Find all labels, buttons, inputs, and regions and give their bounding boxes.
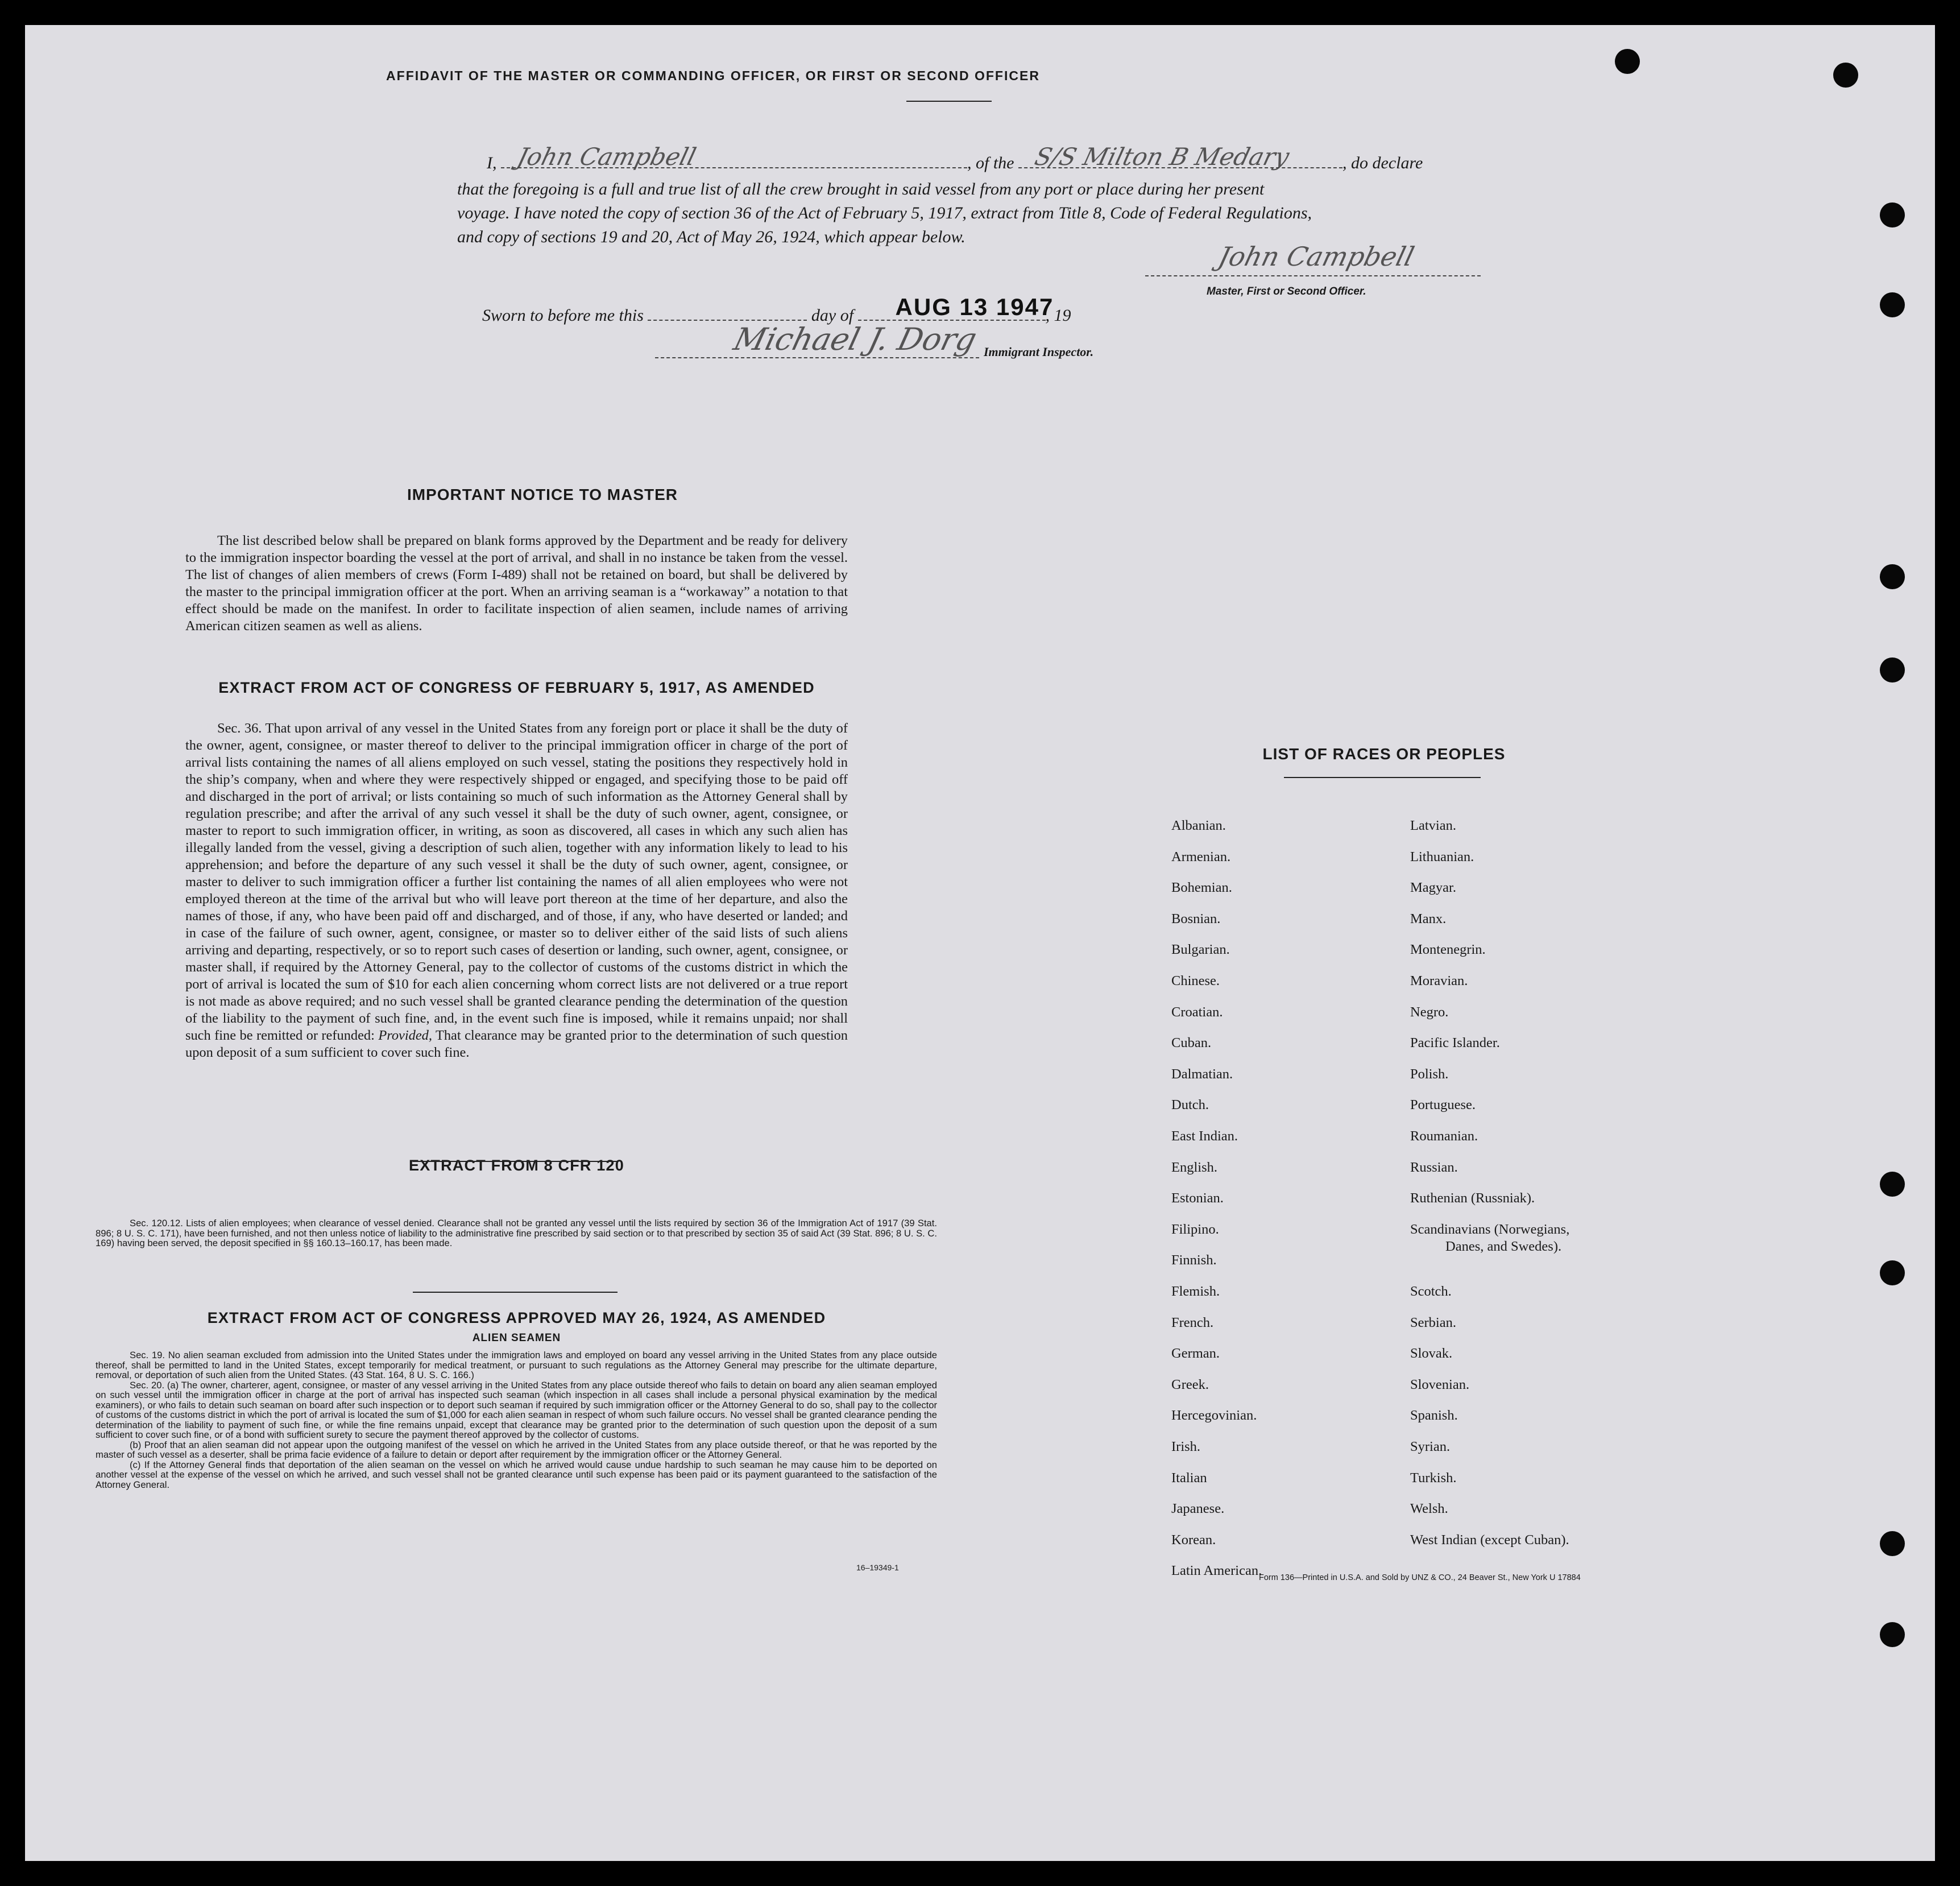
race-item: East Indian.: [1171, 1128, 1238, 1144]
year-label: , 19: [1045, 306, 1071, 325]
section-20b-text: (b) Proof that an alien seaman did not appear upon the outgoing manifest of the vessel on which he arrived in the United States from any place outside thereof, or that he was reported by the master of such vessel as a deserter, shall be prima facie evidence of a failure to detain or deport after requirement by the immigration officer or the Attorney General.: [96, 1439, 937, 1460]
date-stamp: AUG 13 1947: [895, 293, 1054, 320]
affidavit-title: AFFIDAVIT OF THE MASTER OR COMMANDING OFFICER, OR FIRST OR SECOND OFFICER: [386, 68, 1040, 83]
race-item: Korean.: [1171, 1532, 1216, 1548]
race-item: Chinese.: [1171, 973, 1220, 989]
race-item: Bosnian.: [1171, 911, 1221, 927]
document-page: [25, 25, 1935, 1861]
race-item: Japanese.: [1171, 1501, 1225, 1516]
extract-cfr-body: Sec. 120.12. Lists of alien employees; when clearance of vessel denied. Clearance shall not be granted any vessel until the lists required by section 36 of the Immigration Act of 1917 (39 Stat. 896; 8 U. S. C. 171), have been furnished, and not then unless notice of liability to the administrative fine prescribed by said section or to that prescribed by section 35 of said Act (39 Stat. 896; 8 U. S. C. 169) having been served, the deposit specified in §§ 160.13–160.17, has been made.: [96, 1218, 937, 1248]
divider: [413, 1292, 618, 1293]
race-item: Armenian.: [1171, 849, 1231, 865]
vessel-handwritten: S/S Milton B Medary: [1031, 143, 1292, 171]
affidavit-text-line: that the foregoing is a full and true list of all the crew brought in said vessel from any port or place during her present: [457, 180, 1265, 198]
race-item: Portuguese.: [1410, 1097, 1476, 1112]
race-item: Scandinavians (Norwegians,: [1410, 1222, 1570, 1237]
inspector-signature-line: [655, 321, 981, 358]
section-20a-text: Sec. 20. (a) The owner, charterer, agent, consignee, or master of any vessel arriving in the United States from any place outside thereof who fails to detain on board any alien seaman employed on such vessel until the immigration officer in charge at the port of arrival has inspected such seaman (which inspection in all cases shall include a personal physical examination by the medical examiners), or who fails to detain such seaman on board after such inspection or to deport such seaman if required by such immigration officer or the Attorney General to do so, shall pay to the collector of customs of the customs district in which the port of arrival is located the sum of $1,000 for each alien seaman in respect of whom such failure occurs. No vessel shall be granted clearance pending the determination of the liability to payment of such fine, or while the fine remains unpaid, except that clearance may be granted prior to the determination of such question upon the deposit of a sum sufficient to cover such fine, or of a bond with sufficient surety to secure the payment thereof approved by the collector of customs.: [96, 1379, 937, 1440]
race-item: Latvian.: [1410, 818, 1456, 833]
race-item: Ruthenian (Russniak).: [1410, 1190, 1535, 1206]
affidavit-declaration-line: [487, 143, 1556, 173]
race-item: German.: [1171, 1346, 1220, 1361]
race-item: Turkish.: [1410, 1470, 1457, 1486]
race-item: Slovenian.: [1410, 1377, 1470, 1392]
race-item: Hercegovinian.: [1171, 1408, 1257, 1423]
master-name-field: [501, 143, 967, 171]
race-item: Bulgarian.: [1171, 942, 1230, 957]
inspector-label: Immigrant Inspector.: [984, 345, 1094, 359]
race-item: Estonian.: [1171, 1190, 1224, 1206]
race-item: English.: [1171, 1160, 1217, 1175]
race-item: Moravian.: [1410, 973, 1468, 989]
race-item: Serbian.: [1410, 1315, 1456, 1330]
divider: [906, 101, 992, 102]
vessel-field: [1018, 143, 1342, 171]
day-of-label: day of: [811, 306, 854, 325]
sworn-label: Sworn to before me this: [482, 306, 644, 325]
punch-hole: [1880, 657, 1905, 683]
race-item: Dutch.: [1171, 1097, 1209, 1112]
punch-hole: [1880, 564, 1905, 589]
race-item: French.: [1171, 1315, 1214, 1330]
master-signature: John Campbell: [1215, 241, 1418, 272]
race-item: Manx.: [1410, 911, 1447, 927]
race-item: Irish.: [1171, 1439, 1201, 1454]
race-item: Bohemian.: [1171, 880, 1232, 895]
race-item: Slovak.: [1410, 1346, 1453, 1361]
section-36-text: Sec. 36. That upon arrival of any vessel in the United States from any foreign port or place it shall be the duty of the owner, agent, consignee, or master thereof to deliver to the principal immigration officer in charge of the port of arrival lists containing the names of all aliens employed on such vessel, stating the positions they respectively hold in the ship’s company, when and where they were respectively shipped or engaged, and specifying those to be paid off and discharged in the port of arrival; or lists containing so much of such information as the Attorney General shall by regulation prescribe; and after the arrival of any such vessel it shall be the duty of such owner, agent, consignee, or master to report to such immigration officer, in writing, as soon as discovered, all cases in which any such alien has illegally landed from the vessel, giving a description of such alien, together with any information likely to lead to his apprehension; and before the departure of any such vessel it shall be the duty of such owner, agent, consignee, or master to deliver to such immigration officer a further list containing the names of all alien employees who were not employed thereon at the time of the arrival but who will leave port thereon at the time of her departure, and also the names of those, if any, who have been paid off and discharged, and of those, if any, who have deserted or landed; and in case of the failure of such owner, agent, consignee, or master so to deliver either of the said lists of such aliens arriving and departing, respectively, or so to report such cases of desertion or landing, such owner, agent, consignee, or master shall, if required by the Attorney General, pay to the collector of customs of the customs district in which the port of arrival is located the sum of $10 for each alien concerning whom correct lists are not delivered or a true report is not made as above required; and no such vessel shall be granted clearance pending the determination of the question of the liability to the payment of such fine, and, in the event such fine is imposed, while it remains unpaid; nor shall such fine be remitted or refunded:: [185, 721, 848, 1043]
race-item: Greek.: [1171, 1377, 1209, 1392]
race-item: Albanian.: [1171, 818, 1226, 833]
race-item: Danes, and Swedes).: [1445, 1239, 1562, 1254]
divider: [413, 1161, 618, 1162]
race-item: Negro.: [1410, 1004, 1449, 1020]
alien-seamen-subtitle: ALIEN SEAMEN: [472, 1332, 561, 1344]
master-name-handwritten: John Campbell: [514, 143, 699, 171]
declare-label: , do declare: [1342, 154, 1423, 172]
sworn-month-field: [858, 293, 1054, 321]
extract-1917-body: [185, 720, 848, 1061]
sworn-day-field: [648, 307, 807, 321]
race-item: Italian: [1171, 1470, 1207, 1486]
extract-1924-title: EXTRACT FROM ACT OF CONGRESS APPROVED MAY 26, 1924, AS AMENDED: [207, 1309, 826, 1326]
provided-word: Provided,: [378, 1028, 432, 1043]
punch-hole: [1833, 63, 1858, 88]
section-36-text-end: That clearance may be granted prior to the determination of such question upon deposit of a sum sufficient to cover such fine.: [185, 1028, 848, 1060]
race-item: Finnish.: [1171, 1252, 1217, 1268]
extract-1917-title: EXTRACT FROM ACT OF CONGRESS OF FEBRUARY 5, 1917, AS AMENDED: [218, 679, 815, 696]
notice-body: The list described below shall be prepared on blank forms approved by the Department and be ready for delivery to the immigration inspector boarding the vessel at the port of arrival, and shall in no instance be taken from the vessel. The list of changes of alien members of crews (Form I-489) shall not be retained on board, but shall be delivered by the master to the principal immigration officer at the port. When an arriving seaman is a “workaway” a notation to that effect should be made on the manifest. In order to facilitate inspection of alien seamen, include names of arriving American citizen seamen as well as aliens.: [185, 533, 848, 634]
punch-hole: [1880, 1531, 1905, 1556]
races-title: LIST OF RACES OR PEOPLES: [1262, 745, 1506, 763]
form-note: Form 136—Printed in U.S.A. and Sold by UNZ & CO., 24 Beaver St., New York U 17884: [1259, 1573, 1581, 1582]
master-signature-line: [1145, 241, 1481, 276]
race-item: Roumanian.: [1410, 1128, 1478, 1144]
race-item: West Indian (except Cuban).: [1410, 1532, 1569, 1548]
race-item: Spanish.: [1410, 1408, 1458, 1423]
print-code: 16–19349-1: [856, 1563, 899, 1572]
race-item: Pacific Islander.: [1410, 1035, 1500, 1050]
affidavit-text-line: voyage. I have noted the copy of section 36 of the Act of February 5, 1917, extract from Title 8, Code of Federal Regulations,: [457, 204, 1312, 222]
affidavit-text-line: and copy of sections 19 and 20, Act of May 26, 1924, which appear below.: [457, 228, 966, 246]
signature-label: Master, First or Second Officer.: [1207, 286, 1366, 297]
punch-hole: [1880, 292, 1905, 317]
race-item: Polish.: [1410, 1066, 1449, 1082]
inspector-signature: Michael J. Dorg: [730, 321, 981, 357]
i-label: I,: [487, 154, 497, 172]
punch-hole: [1880, 1260, 1905, 1285]
race-item: Russian.: [1410, 1160, 1458, 1175]
extract-cfr-title: EXTRACT FROM 8 CFR 120: [409, 1157, 624, 1174]
race-item: Filipino.: [1171, 1222, 1219, 1237]
race-item: Flemish.: [1171, 1284, 1220, 1299]
race-item: Dalmatian.: [1171, 1066, 1233, 1082]
race-item: Welsh.: [1410, 1501, 1448, 1516]
race-item: Latin American.: [1171, 1563, 1262, 1578]
extract-1924-body: [96, 1350, 937, 1490]
race-item: Croatian.: [1171, 1004, 1223, 1020]
punch-hole: [1880, 1172, 1905, 1197]
punch-hole: [1880, 1622, 1905, 1647]
divider: [1284, 777, 1481, 778]
section-19-text: Sec. 19. No alien seaman excluded from admission into the United States under the immigration laws and employed on board any vessel arriving in the United States from any place outside thereof, shall be permitted to land in the United States, except temporarily for medical treatment, or pursuant to such regulations as the Attorney General may prescribe for the ultimate departure, removal, or deportation of such alien from the United States. (43 Stat. 164, 8 U. S. C. 166.): [96, 1350, 937, 1380]
sworn-line: [482, 293, 1551, 325]
race-item: Magyar.: [1410, 880, 1456, 895]
punch-hole: [1880, 202, 1905, 228]
of-the-label: , of the: [967, 154, 1014, 172]
race-item: Lithuanian.: [1410, 849, 1474, 865]
notice-title: IMPORTANT NOTICE TO MASTER: [407, 486, 678, 503]
race-item: Montenegrin.: [1410, 942, 1486, 957]
race-item: Cuban.: [1171, 1035, 1212, 1050]
punch-hole: [1615, 49, 1640, 74]
section-20c-text: (c) If the Attorney General finds that deportation of the alien seaman on the vessel on which he arrived would cause undue hardship to such seaman he may cause him to be deported on another vessel at the expense of the vessel on which he arrived, and such vessel shall not be granted clearance until such expense has been paid or its payment guaranteed to the satisfaction of the Attorney General.: [96, 1459, 937, 1490]
race-item: Syrian.: [1410, 1439, 1451, 1454]
race-item: Scotch.: [1410, 1284, 1452, 1299]
